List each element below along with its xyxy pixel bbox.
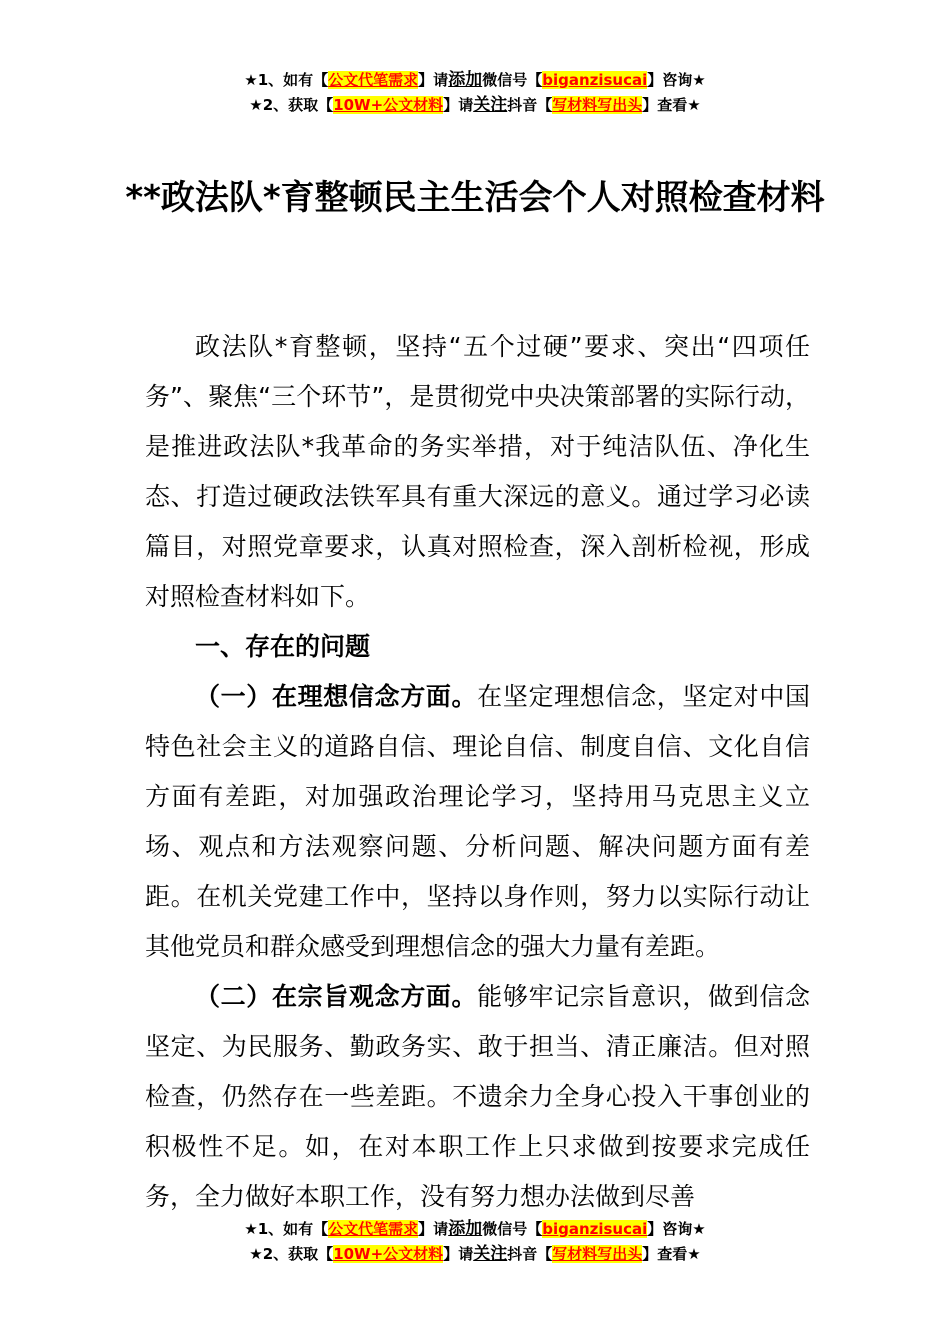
banner-highlight: biganzisucai <box>542 1220 648 1238</box>
banner-text: 】查看★ <box>642 96 701 114</box>
banner-underline: 添加 <box>448 70 483 90</box>
banner-text: 微信号【 <box>482 1220 543 1238</box>
banner-highlight: biganzisucai <box>542 71 648 89</box>
banner-text: 抖音【 <box>507 96 553 114</box>
banner-line-1 <box>0 68 950 93</box>
document-title: **政法队*育整顿民主生活会个人对照检查材料 <box>125 178 825 218</box>
item-lead: （一）在理想信念方面。 <box>195 682 478 711</box>
banner-highlight: 写材料写出头 <box>552 1245 643 1263</box>
banner-text: 】咨询★ <box>647 1220 706 1238</box>
banner-text: 】请 <box>443 1245 474 1263</box>
item-paragraph-1 <box>145 672 810 972</box>
banner-text: ★2、获取【 <box>249 96 334 114</box>
banner-text: ★2、获取【 <box>249 1245 334 1263</box>
intro-paragraph: 政法队*育整顿，坚持“五个过硬”要求、突出“四项任务”、聚焦“三个环节”，是贯彻党中央决策部署的实际行动，是推进政法队*我革命的务实举措，对于纯洁队伍、净化生态、打造过硬政法铁军具有重大深远的意义。通过学习必读篇目，对照党章要求，认真对照检查，深入剖析检视，形成对照检查材料如下。 <box>145 332 810 611</box>
top-banner <box>0 68 950 118</box>
banner-text: ★1、如有【 <box>244 71 329 89</box>
banner-underline: 关注 <box>473 95 508 115</box>
banner-highlight: 10W+公文材料 <box>333 96 444 114</box>
banner-text: 抖音【 <box>507 1245 553 1263</box>
banner-highlight: 写材料写出头 <box>552 96 643 114</box>
banner-line-2 <box>0 93 950 118</box>
banner-underline: 关注 <box>473 1244 508 1264</box>
item-lead: （二）在宗旨观念方面。 <box>195 982 478 1011</box>
banner-line-1 <box>0 1217 950 1242</box>
banner-text: 】请 <box>443 96 474 114</box>
item-paragraph-2 <box>145 972 810 1222</box>
banner-text: 】查看★ <box>642 1245 701 1263</box>
banner-highlight: 10W+公文材料 <box>333 1245 444 1263</box>
section-heading: 一、存在的问题 <box>195 632 371 661</box>
document-body <box>145 322 810 1222</box>
banner-highlight: 公文代笔需求 <box>328 71 419 89</box>
banner-text: ★1、如有【 <box>244 1220 329 1238</box>
bottom-banner <box>0 1217 950 1267</box>
item-text: 在坚定理想信念，坚定对中国特色社会主义的道路自信、理论自信、制度自信、文化自信方面有差距，对加强政治理论学习，坚持用马克思主义立场、观点和方法观察问题、分析问题、解决问题方面有差距。在机关党建工作中，坚持以身作则，努力以实际行动让其他党员和群众感受到理想信念的强大力量有差距。 <box>145 682 810 961</box>
banner-text: 微信号【 <box>482 71 543 89</box>
banner-text: 】咨询★ <box>647 71 706 89</box>
banner-highlight: 公文代笔需求 <box>328 1220 419 1238</box>
banner-underline: 添加 <box>448 1219 483 1239</box>
banner-text: 】请 <box>418 71 449 89</box>
banner-text: 】请 <box>418 1220 449 1238</box>
banner-line-2 <box>0 1242 950 1267</box>
item-text: 能够牢记宗旨意识，做到信念坚定、为民服务、勤政务实、敢于担当、清正廉洁。但对照检查，仍然存在一些差距。不遗余力全身心投入干事创业的积极性不足。如，在对本职工作上只求做到按要求完成任务，全力做好本职工作，没有努力想办法做到尽善 <box>145 982 810 1211</box>
